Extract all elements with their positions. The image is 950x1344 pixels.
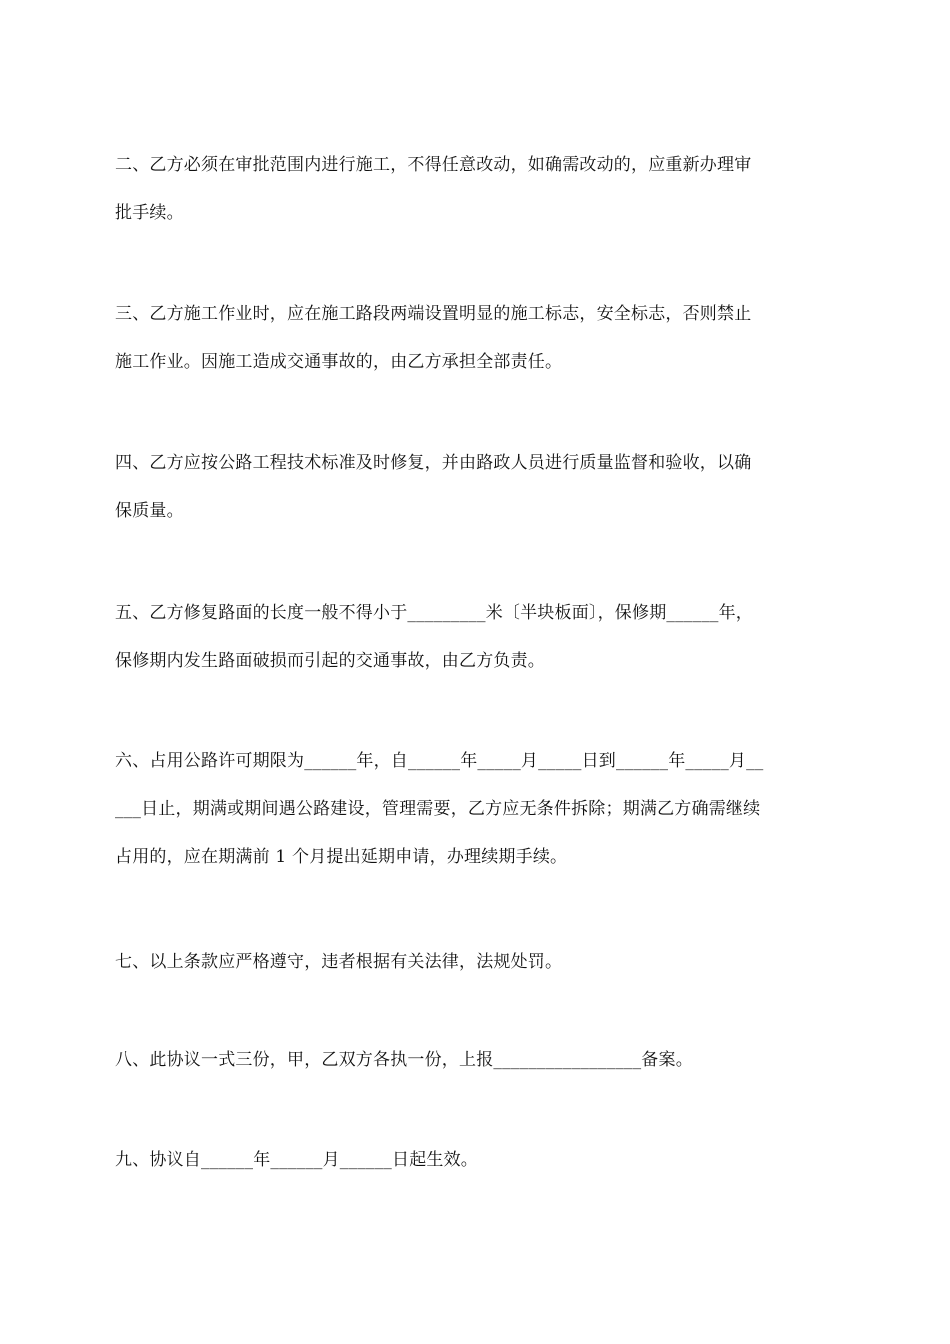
clause-3-line-1: 三、乙方施工作业时，应在施工路段两端设置明显的施工标志，安全标志，否则禁止: [115, 304, 752, 324]
clause-2: [115, 141, 845, 237]
clause-7: [115, 938, 845, 986]
clause-5-line-1: 五、乙方修复路面的长度一般不得小于_________米〔半块板面〕，保修期______年，: [115, 603, 753, 623]
clause-6: [115, 737, 845, 881]
clause-2-line-2: 批手续。: [115, 203, 184, 223]
clause-5: [115, 589, 845, 685]
clause-2-line-1: 二、乙方必须在审批范围内进行施工，不得任意改动，如确需改动的，应重新办理审: [115, 155, 752, 175]
clause-3: [115, 290, 845, 386]
clause-5-line-2: 保修期内发生路面破损而引起的交通事故，由乙方负责。: [115, 651, 545, 671]
clause-6-line-2: ___日止，期满或期间遇公路建设，管理需要，乙方应无条件拆除；期满乙方确需继续: [115, 799, 761, 819]
clause-9: [115, 1136, 845, 1184]
clause-6-line-1: 六、占用公路许可期限为______年，自______年_____月_____日到______年_____月__: [115, 751, 764, 771]
clause-7-line-1: 七、以上条款应严格遵守，违者根据有关法律，法规处罚。: [115, 952, 563, 972]
clause-9-line-1: 九、协议自______年______月______日起生效。: [115, 1150, 478, 1170]
clause-8: [115, 1036, 845, 1084]
clause-4-line-1: 四、乙方应按公路工程技术标准及时修复，并由路政人员进行质量监督和验收，以确: [115, 453, 752, 473]
clause-6-line-3: 占用的，应在期满前 1 个月提出延期申请，办理续期手续。: [115, 847, 568, 867]
clause-4: [115, 439, 845, 535]
clause-4-line-2: 保质量。: [115, 501, 184, 521]
clause-8-line-1: 八、此协议一式三份，甲，乙双方各执一份，上报_________________备案。: [115, 1050, 693, 1070]
clause-3-line-2: 施工作业。因施工造成交通事故的，由乙方承担全部责任。: [115, 352, 563, 372]
